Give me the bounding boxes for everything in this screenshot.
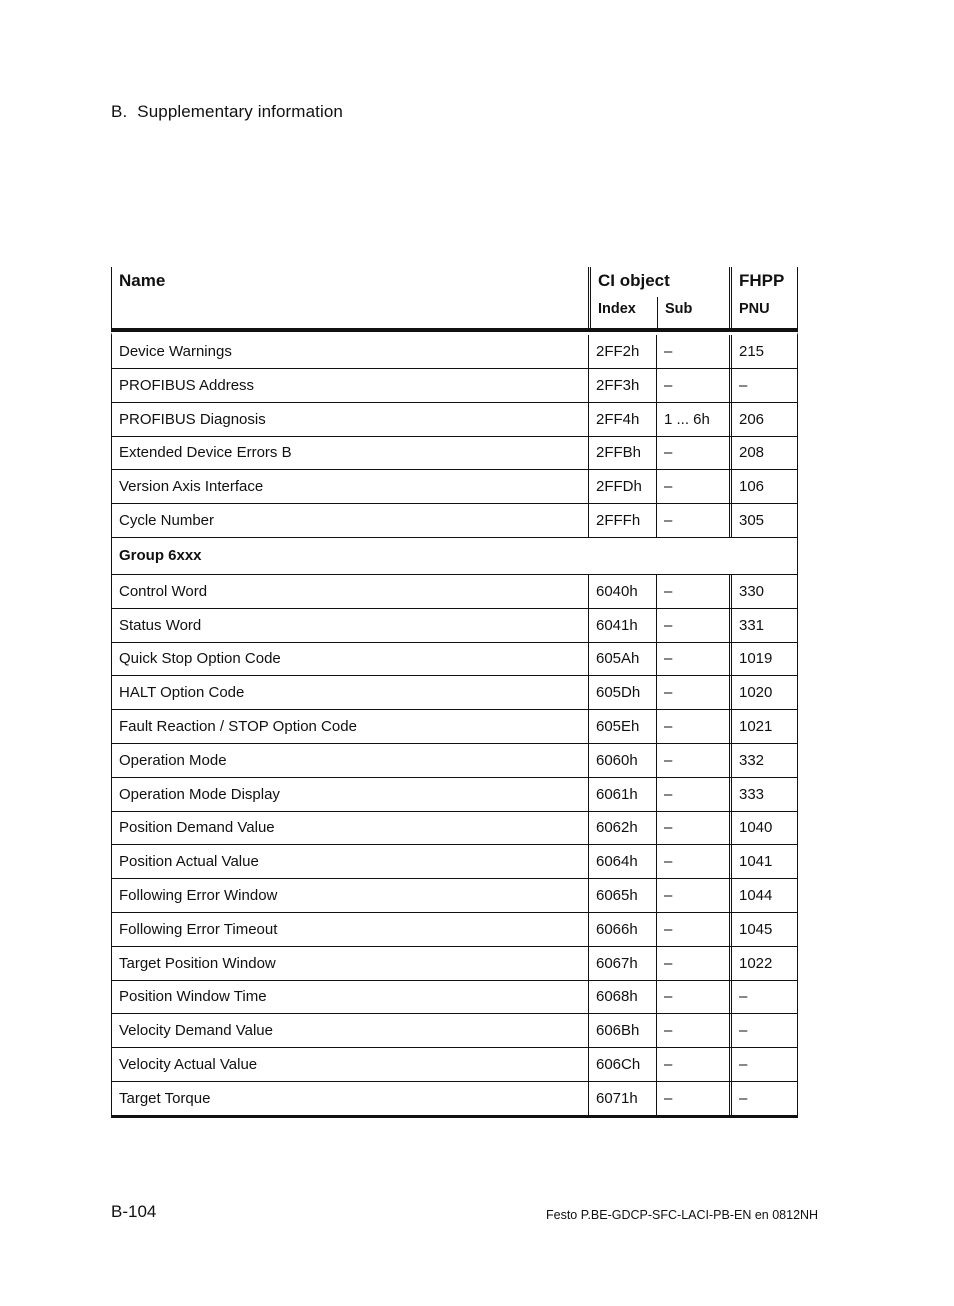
cell-index: [588, 470, 656, 503]
cell-sub: [656, 879, 729, 912]
cell-index-text: 2FF3h: [596, 376, 640, 394]
cell-index: [588, 575, 656, 608]
cell-index-text: 2FFBh: [596, 444, 642, 462]
table-header: [111, 267, 798, 332]
cell-name: [112, 913, 588, 946]
cell-index: [588, 778, 656, 811]
header-sub: Sub: [665, 301, 693, 317]
cell-index: [588, 676, 656, 709]
cell-index: [588, 981, 656, 1014]
cell-name-text: Position Window Time: [119, 988, 267, 1006]
cell-sub-text: –: [664, 376, 673, 394]
cell-sub: [656, 676, 729, 709]
cell-name-text: Following Error Timeout: [119, 920, 278, 938]
page-number: B-104: [111, 1202, 157, 1221]
cell-sub: [656, 981, 729, 1014]
table-row: [111, 1082, 798, 1116]
cell-pnu: [729, 812, 798, 845]
cell-sub: [656, 913, 729, 946]
cell-sub: [656, 609, 729, 642]
cell-name-text: Extended Device Errors B: [119, 444, 292, 462]
header-name-cell: [112, 267, 588, 328]
cell-name: [112, 643, 588, 676]
group-row: [111, 538, 798, 575]
cell-sub-text: –: [664, 650, 673, 668]
cell-sub-text: –: [664, 920, 673, 938]
cell-sub-text: –: [664, 1022, 673, 1040]
cell-index-text: 606Bh: [596, 1022, 640, 1040]
cell-sub-text: –: [664, 751, 673, 769]
cell-index: [588, 845, 656, 878]
cell-name-text: Target Torque: [119, 1089, 211, 1107]
cell-sub: [656, 778, 729, 811]
cell-index-text: 6041h: [596, 616, 638, 634]
table-row: [111, 812, 798, 846]
cell-name: [112, 369, 588, 402]
cell-index-text: 6068h: [596, 988, 638, 1006]
cell-name-text: Following Error Window: [119, 887, 278, 905]
cell-index-text: 606Ch: [596, 1056, 641, 1074]
cell-name: [112, 403, 588, 436]
header-ci-object: CI object: [598, 271, 670, 290]
cell-sub-text: –: [664, 582, 673, 600]
cell-name: [112, 575, 588, 608]
cell-index: [588, 947, 656, 980]
cell-index: [588, 710, 656, 743]
cell-index-text: 605Dh: [596, 684, 641, 702]
cell-pnu-text: –: [739, 376, 748, 394]
cell-pnu: [729, 676, 798, 709]
cell-pnu-text: 1044: [739, 887, 773, 905]
cell-sub: [656, 403, 729, 436]
cell-sub-text: 1 ... 6h: [664, 410, 710, 428]
cell-name-text: HALT Option Code: [119, 684, 245, 702]
cell-sub: [656, 1048, 729, 1081]
cell-index-text: 6060h: [596, 751, 638, 769]
table-row: [111, 879, 798, 913]
cell-sub-text: –: [664, 478, 673, 496]
header-index: Index: [598, 301, 636, 317]
cell-name-text: Velocity Demand Value: [119, 1022, 273, 1040]
cell-name: [112, 504, 588, 537]
cell-index: [588, 1014, 656, 1047]
table-row: [111, 332, 798, 369]
cell-index: [588, 504, 656, 537]
cell-pnu: [729, 504, 798, 537]
cell-name-text: Version Axis Interface: [119, 478, 264, 496]
document-reference: Festo P.BE-GDCP-SFC-LACI-PB-EN en 0812NH: [546, 1208, 819, 1222]
cell-pnu-text: 208: [739, 444, 765, 462]
cell-index-text: 6071h: [596, 1089, 638, 1107]
cell-pnu-text: 1021: [739, 718, 773, 736]
table-row: [111, 676, 798, 710]
cell-sub-text: –: [664, 819, 673, 837]
cell-sub-text: –: [664, 785, 673, 803]
cell-sub-text: –: [664, 1089, 673, 1107]
table-row: [111, 643, 798, 677]
cell-index-text: 2FF2h: [596, 343, 640, 360]
cell-sub-text: –: [664, 853, 673, 871]
section-heading: [111, 102, 343, 122]
cell-sub: [656, 643, 729, 676]
cell-name: [112, 1082, 588, 1115]
cell-pnu: [729, 879, 798, 912]
cell-pnu: [729, 1014, 798, 1047]
cell-sub-text: –: [664, 718, 673, 736]
cell-name-text: Position Demand Value: [119, 819, 275, 837]
cell-pnu: [729, 369, 798, 402]
cell-pnu: [729, 609, 798, 642]
cell-index: [588, 403, 656, 436]
cell-pnu-text: 331: [739, 616, 765, 634]
cell-index: [588, 643, 656, 676]
table-row: [111, 981, 798, 1015]
cell-index-text: 6062h: [596, 819, 638, 837]
cell-index-text: 6064h: [596, 853, 638, 871]
cell-index: [588, 812, 656, 845]
section-title: Supplementary information: [137, 102, 343, 121]
table-body-top: [111, 332, 798, 538]
cell-name-text: Fault Reaction / STOP Option Code: [119, 718, 357, 736]
cell-name-text: Device Warnings: [119, 343, 232, 360]
cell-name-text: Operation Mode Display: [119, 785, 280, 803]
cell-index-text: 6065h: [596, 887, 638, 905]
cell-sub: [656, 1014, 729, 1047]
table-row: [111, 575, 798, 609]
cell-pnu-text: –: [739, 988, 748, 1006]
cell-index-text: 605Ah: [596, 650, 640, 668]
cell-index: [588, 744, 656, 777]
cell-pnu-text: –: [739, 1022, 748, 1040]
cell-name: [112, 676, 588, 709]
cell-name-text: PROFIBUS Address: [119, 376, 255, 394]
cell-index-text: 605Eh: [596, 718, 640, 736]
cell-index: [588, 1082, 656, 1115]
header-ci-cell: [588, 267, 729, 328]
cell-pnu: [729, 403, 798, 436]
cell-sub: [656, 575, 729, 608]
cell-name-text: Target Position Window: [119, 954, 276, 972]
cell-pnu-text: 1020: [739, 684, 773, 702]
table-row: [111, 710, 798, 744]
cell-index: [588, 437, 656, 470]
cell-index-text: 2FF4h: [596, 410, 640, 428]
cell-name-text: Control Word: [119, 582, 208, 600]
table-body-group: [111, 575, 798, 1116]
cell-sub: [656, 1082, 729, 1115]
cell-pnu: [729, 947, 798, 980]
cell-name: [112, 335, 588, 368]
cell-index-text: 6061h: [596, 785, 638, 803]
cell-pnu-text: 333: [739, 785, 765, 803]
table-row: [111, 1048, 798, 1082]
table-row: [111, 609, 798, 643]
cell-pnu-text: 305: [739, 512, 765, 530]
cell-name: [112, 879, 588, 912]
table-row: [111, 778, 798, 812]
cell-index: [588, 879, 656, 912]
cell-pnu: [729, 913, 798, 946]
cell-sub: [656, 470, 729, 503]
cell-sub: [656, 744, 729, 777]
cell-pnu: [729, 845, 798, 878]
cell-sub-text: –: [664, 444, 673, 462]
table-row: [111, 369, 798, 403]
table-row: [111, 947, 798, 981]
cell-sub: [656, 369, 729, 402]
cell-name-text: Position Actual Value: [119, 853, 259, 871]
cell-sub: [656, 504, 729, 537]
cell-sub: [656, 437, 729, 470]
cell-name-text: Operation Mode: [119, 751, 227, 769]
cell-sub: [656, 710, 729, 743]
cell-index-text: 2FFFh: [596, 512, 641, 530]
cell-sub: [656, 947, 729, 980]
cell-index-text: 6067h: [596, 954, 638, 972]
cell-pnu-text: –: [739, 1056, 748, 1074]
group-label: Group 6xxx: [119, 547, 202, 565]
table-row: [111, 437, 798, 471]
cell-pnu: [729, 981, 798, 1014]
section-number: B.: [111, 102, 128, 121]
header-name: Name: [119, 271, 166, 290]
cell-pnu-text: 215: [739, 343, 765, 360]
cell-name: [112, 744, 588, 777]
cell-pnu-text: 106: [739, 478, 765, 496]
cell-pnu-text: 1019: [739, 650, 773, 668]
table-row: [111, 913, 798, 947]
cell-name-text: Status Word: [119, 616, 202, 634]
cell-sub-text: –: [664, 988, 673, 1006]
cell-pnu-text: 206: [739, 410, 765, 428]
header-fhpp: FHPP: [739, 271, 785, 290]
cell-sub-text: –: [664, 887, 673, 905]
cell-index: [588, 913, 656, 946]
cell-pnu-text: 1040: [739, 819, 773, 837]
cell-name: [112, 812, 588, 845]
cell-sub-text: –: [664, 512, 673, 530]
cell-name-text: PROFIBUS Diagnosis: [119, 410, 266, 428]
cell-pnu: [729, 710, 798, 743]
cell-sub-text: –: [664, 1056, 673, 1074]
cell-index-text: 2FFDh: [596, 478, 642, 496]
cell-pnu: [729, 643, 798, 676]
cell-index: [588, 1048, 656, 1081]
cell-name: [112, 609, 588, 642]
cell-name-text: Cycle Number: [119, 512, 215, 530]
cell-name: [112, 778, 588, 811]
cell-index: [588, 369, 656, 402]
cell-pnu: [729, 778, 798, 811]
cell-pnu-text: 1022: [739, 954, 773, 972]
cell-name-text: Quick Stop Option Code: [119, 650, 281, 668]
cell-pnu: [729, 335, 798, 368]
cell-sub-text: –: [664, 684, 673, 702]
cell-index: [588, 335, 656, 368]
cell-name: [112, 1014, 588, 1047]
cell-name: [112, 710, 588, 743]
cell-sub-text: –: [664, 343, 673, 360]
table-row: [111, 1014, 798, 1048]
cell-pnu-text: 1041: [739, 853, 773, 871]
parameter-table: [111, 267, 798, 1118]
cell-pnu-text: –: [739, 1089, 748, 1107]
cell-pnu-text: 330: [739, 582, 765, 600]
cell-pnu: [729, 744, 798, 777]
cell-index: [588, 609, 656, 642]
cell-sub-text: –: [664, 616, 673, 634]
cell-sub: [656, 845, 729, 878]
cell-sub: [656, 335, 729, 368]
cell-pnu-text: 1045: [739, 920, 773, 938]
cell-pnu: [729, 437, 798, 470]
cell-sub: [656, 812, 729, 845]
cell-sub-text: –: [664, 954, 673, 972]
cell-name: [112, 947, 588, 980]
cell-pnu-text: 332: [739, 751, 765, 769]
cell-index-text: 6066h: [596, 920, 638, 938]
cell-pnu: [729, 575, 798, 608]
table-row: [111, 744, 798, 778]
header-pnu: PNU: [739, 301, 770, 317]
cell-pnu: [729, 1048, 798, 1081]
cell-name: [112, 470, 588, 503]
header-fhpp-cell: [729, 267, 799, 328]
cell-name: [112, 437, 588, 470]
cell-name: [112, 845, 588, 878]
cell-name: [112, 1048, 588, 1081]
cell-pnu: [729, 1082, 798, 1115]
table-row: [111, 845, 798, 879]
cell-name: [112, 981, 588, 1014]
cell-index-text: 6040h: [596, 582, 638, 600]
cell-pnu: [729, 470, 798, 503]
cell-name-text: Velocity Actual Value: [119, 1056, 258, 1074]
table-row: [111, 470, 798, 504]
header-sub-divider: [657, 297, 658, 328]
table-row: [111, 403, 798, 437]
table-row: [111, 504, 798, 538]
